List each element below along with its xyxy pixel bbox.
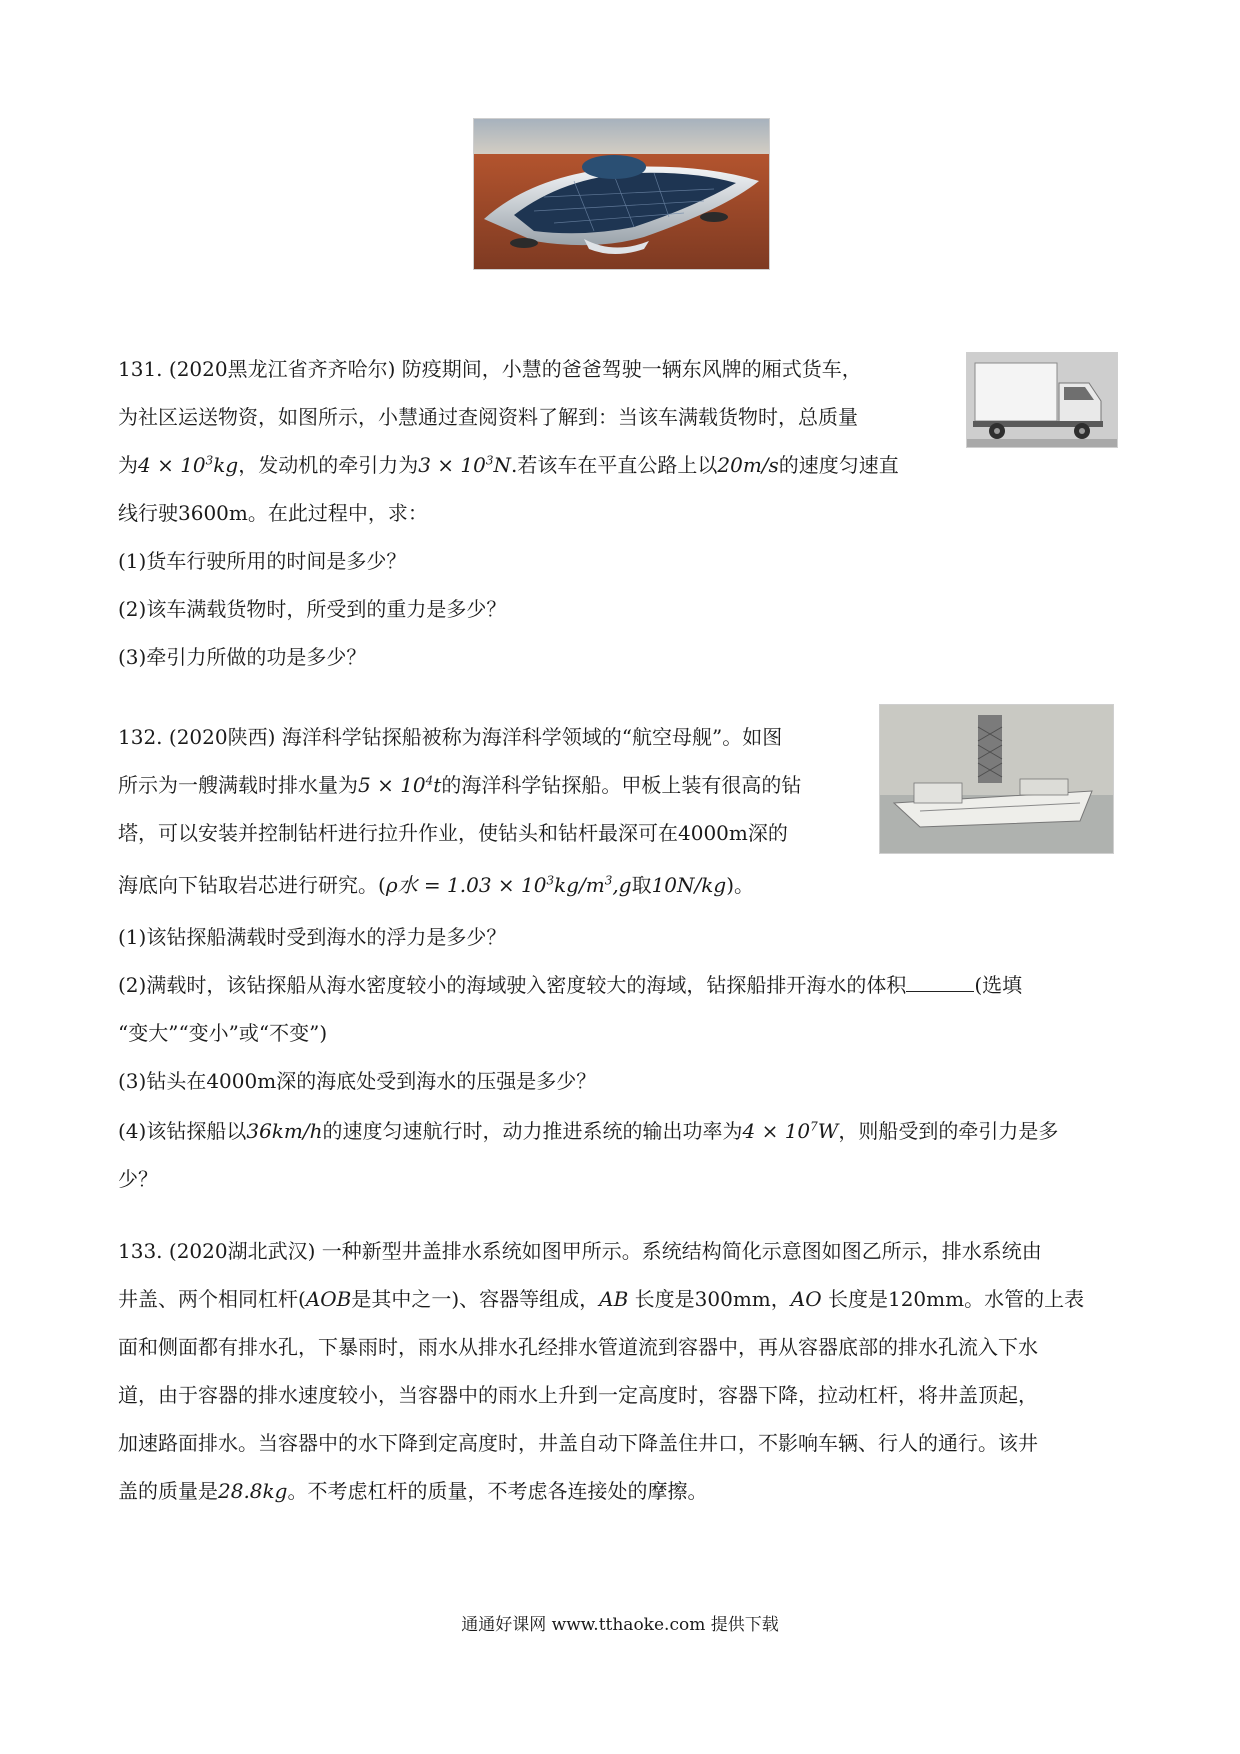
- q132-sub4-end: 少？: [118, 1167, 158, 1191]
- math-speed: 20m/s: [717, 453, 779, 477]
- box-truck-photo: [966, 352, 1118, 448]
- math-lever: AOB: [305, 1287, 352, 1311]
- math-density: ρ水 = $1.03 \times 10^3kg/m^3,g$: [385, 873, 632, 897]
- q131-sub2: (2)该车满载货物时，所受到的重力是多少？: [118, 597, 507, 621]
- math-mass: $4 \times 10^3kg$: [138, 453, 239, 477]
- q131-line4: 线行驶3600m。在此过程中，求：: [118, 501, 428, 525]
- q132-sub1: (1)该钻探船满载时受到海水的浮力是多少？: [118, 925, 507, 949]
- q131-sub1: (1)货车行驶所用的时间是多少？: [118, 549, 407, 573]
- q131-line3: 为$4 \times 10^3kg$，发动机的牵引力为$3 \times 10^3N$.若该车在平直公路上以20m/s的速度匀速直: [118, 453, 899, 477]
- q133-line4: 道，由于容器的排水速度较小，当容器中的雨水上升到一定高度时，容器下降，拉动杠杆，将井盖顶起，: [118, 1383, 1038, 1407]
- q132-sub4: (4)该钻探船以36km/h的速度匀速航行时，动力推进系统的输出功率为$4 \times 10^7W$，则船受到的牵引力是多: [118, 1119, 1059, 1143]
- q133-line2: 井盖、两个相同杠杆(AOB是其中之一)、容器等组成，AB 长度是300mm，AO 长度是120mm。水管的上表: [118, 1287, 1085, 1311]
- q132-sub2: (2)满载时，该钻探船从海水密度较小的海域驶入密度较大的海域，钻探船排开海水的体积 (选填: [118, 973, 1023, 997]
- answer-blank[interactable]: [906, 971, 974, 992]
- q132-line1: 132. (2020陕西) 海洋科学钻探船被称为海洋科学领域的“航空母舰”。如图: [118, 725, 783, 749]
- q131-sub3: (3)牵引力所做的功是多少？: [118, 645, 367, 669]
- q133-line5: 加速路面排水。当容器中的水下降到定高度时，井盖自动下降盖住井口，不影响车辆、行人的通行。该井: [118, 1431, 1038, 1455]
- q132-line3: 塔，可以安装并控制钻杆进行拉升作业，使钻头和钻杆最深可在4000m深的: [118, 821, 788, 845]
- math-ab: AB: [599, 1287, 629, 1311]
- solar-car-photo: [473, 118, 770, 270]
- drilling-ship-photo: [879, 704, 1114, 854]
- q131-line1: 131. (2020黑龙江省齐齐哈尔) 防疫期间，小慧的爸爸驾驶一辆东风牌的厢式货车，: [118, 357, 862, 381]
- math-ship-speed: 36km/h: [246, 1119, 323, 1143]
- q132-line4: 海底向下钻取岩芯进行研究。(ρ水 = $1.03 \times 10^3kg/m^3,g$取10N/kg)。: [118, 873, 754, 897]
- math-ao: AO: [790, 1287, 822, 1311]
- math-power: $4 \times 10^7W$: [742, 1119, 839, 1143]
- q131-line2: 为社区运送物资，如图所示，小慧通过查阅资料了解到：当该车满载货物时，总质量: [118, 405, 858, 429]
- math-force: $3 \times 10^3N$: [418, 453, 512, 477]
- math-g: 10N/kg: [651, 873, 727, 897]
- math-cover-mass: 28.8kg: [218, 1479, 288, 1503]
- q133-line6: 盖的质量是28.8kg。不考虑杠杆的质量，不考虑各连接处的摩擦。: [118, 1479, 708, 1503]
- page-footer: 通通好课网 www.tthaoke.com 提供下载: [461, 1615, 779, 1635]
- q133-line3: 面和侧面都有排水孔，下暴雨时，雨水从排水孔经排水管道流到容器中，再从容器底部的排水孔流入下水: [118, 1335, 1038, 1359]
- q132-line2: 所示为一艘满载时排水量为$5 \times 10^4t$的海洋科学钻探船。甲板上装有很高的钻: [118, 773, 802, 797]
- q132-sub3: (3)钻头在4000m深的海底处受到海水的压强是多少？: [118, 1069, 597, 1093]
- q133-line1: 133. (2020湖北武汉) 一种新型井盖排水系统如图甲所示。系统结构简化示意图如图乙所示，排水系统由: [118, 1239, 1042, 1263]
- q132-sub2-options: “变大”“变小”或“不变”): [118, 1021, 328, 1045]
- math-displacement: $5 \times 10^4t$: [358, 773, 442, 797]
